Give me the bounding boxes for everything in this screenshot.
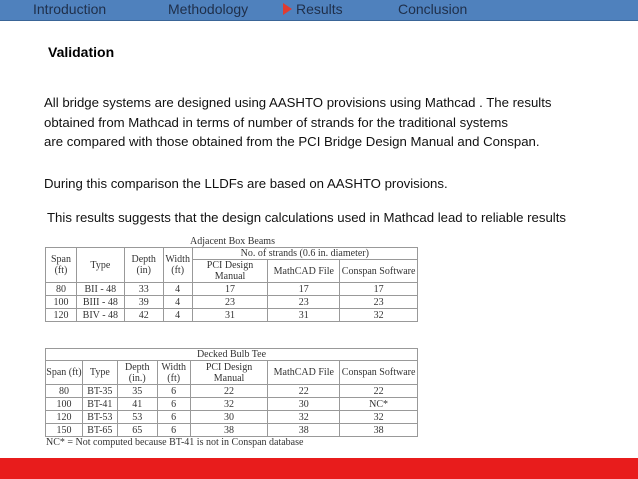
- paragraph-line: This results suggests that the design calculations used in Mathcad lead to reliable results: [47, 210, 566, 225]
- table-row: [46, 283, 418, 296]
- table-cell: 4: [163, 309, 192, 322]
- header-cell: Span (ft): [46, 248, 77, 283]
- table-cell: 31: [192, 309, 268, 322]
- table-cell: 17: [340, 283, 418, 296]
- table-cell: 65: [117, 424, 157, 437]
- decked-bulb-tee-table: [45, 348, 418, 437]
- header-cell: Type: [76, 248, 124, 283]
- adjacent-box-beams-table: [45, 247, 418, 322]
- header-cell: MathCAD File: [268, 260, 340, 283]
- table-cell: BT-65: [82, 424, 117, 437]
- header-cell: Depth (in.): [117, 361, 157, 385]
- table-cell: 30: [190, 411, 268, 424]
- table-cell: BT-41: [82, 398, 117, 411]
- table-cell: 22: [268, 385, 340, 398]
- table-cell: 39: [124, 296, 163, 309]
- nav-methodology[interactable]: Methodology: [168, 1, 249, 17]
- table-cell: 120: [46, 309, 77, 322]
- table-cell: 30: [268, 398, 340, 411]
- table1-title: Adjacent Box Beams: [190, 236, 275, 247]
- table-cell: BT-53: [82, 411, 117, 424]
- table-cell: 4: [163, 283, 192, 296]
- table-cell: 6: [157, 398, 190, 411]
- header-cell: PCI Design Manual: [190, 361, 268, 385]
- table-cell: 6: [157, 385, 190, 398]
- table-cell: 22: [190, 385, 268, 398]
- table-row: [46, 385, 418, 398]
- table2-title: Decked Bulb Tee: [46, 349, 418, 361]
- table-row: [46, 424, 418, 437]
- table-row: [46, 296, 418, 309]
- paragraph-line: are compared with those obtained from the PCI Bridge Design Manual and Conspan.: [44, 134, 540, 149]
- table-cell: 38: [340, 424, 418, 437]
- table-cell: 22: [340, 385, 418, 398]
- table-cell: 38: [268, 424, 340, 437]
- header-cell: MathCAD File: [268, 361, 340, 385]
- table-cell: 32: [190, 398, 268, 411]
- table-cell: NC*: [340, 398, 418, 411]
- table-cell: 32: [340, 411, 418, 424]
- table-cell: 38: [190, 424, 268, 437]
- nav-conclusion[interactable]: Conclusion: [398, 1, 468, 17]
- table-cell: 80: [46, 385, 83, 398]
- table-cell: 6: [157, 424, 190, 437]
- table-cell: 53: [117, 411, 157, 424]
- header-cell: Depth (in): [124, 248, 163, 283]
- table-cell: BII - 48: [76, 283, 124, 296]
- table-cell: 4: [163, 296, 192, 309]
- table-cell: BIII - 48: [76, 296, 124, 309]
- table-cell: 42: [124, 309, 163, 322]
- table-cell: 32: [340, 309, 418, 322]
- nav-introduction[interactable]: Introduction: [33, 1, 107, 17]
- table-cell: 6: [157, 411, 190, 424]
- table-row: [46, 309, 418, 322]
- table-cell: 150: [46, 424, 83, 437]
- paragraph-line: obtained from Mathcad in terms of number of strands for the traditional systems: [44, 115, 508, 130]
- footer-bar: [0, 458, 638, 479]
- header-cell: PCI Design Manual: [192, 260, 268, 283]
- header-cell: Span (ft): [46, 361, 83, 385]
- table-cell: 120: [46, 411, 83, 424]
- table-cell: 35: [117, 385, 157, 398]
- nav-results[interactable]: [283, 1, 343, 17]
- table-cell: 33: [124, 283, 163, 296]
- header-cell: Type: [82, 361, 117, 385]
- table-cell: 17: [268, 283, 340, 296]
- table-cell: 23: [340, 296, 418, 309]
- table-cell: BT-35: [82, 385, 117, 398]
- table-cell: 100: [46, 296, 77, 309]
- table-cell: BIV - 48: [76, 309, 124, 322]
- table-row: [46, 398, 418, 411]
- group-header-cell: No. of strands (0.6 in. diameter): [192, 248, 417, 260]
- table2-footnote: NC* = Not computed because BT-41 is not in Conspan database: [46, 437, 304, 448]
- header-cell: Width (ft): [157, 361, 190, 385]
- table-cell: 80: [46, 283, 77, 296]
- table-cell: 23: [192, 296, 268, 309]
- paragraph-line: All bridge systems are designed using AASHTO provisions using Mathcad . The results: [44, 95, 552, 110]
- table-cell: 23: [268, 296, 340, 309]
- slide-heading: Validation: [48, 44, 115, 60]
- paragraph-line: During this comparison the LLDFs are based on AASHTO provisions.: [44, 176, 448, 191]
- current-section-arrow-icon: [283, 3, 292, 15]
- table-row: [46, 411, 418, 424]
- table-cell: 31: [268, 309, 340, 322]
- table-cell: 32: [268, 411, 340, 424]
- nav-results-label: Results: [296, 1, 343, 17]
- table-cell: 17: [192, 283, 268, 296]
- section-nav: [0, 0, 638, 21]
- header-cell: Width (ft): [163, 248, 192, 283]
- header-cell: Conspan Software: [340, 361, 418, 385]
- table-cell: 41: [117, 398, 157, 411]
- table-cell: 100: [46, 398, 83, 411]
- header-cell: Conspan Software: [340, 260, 418, 283]
